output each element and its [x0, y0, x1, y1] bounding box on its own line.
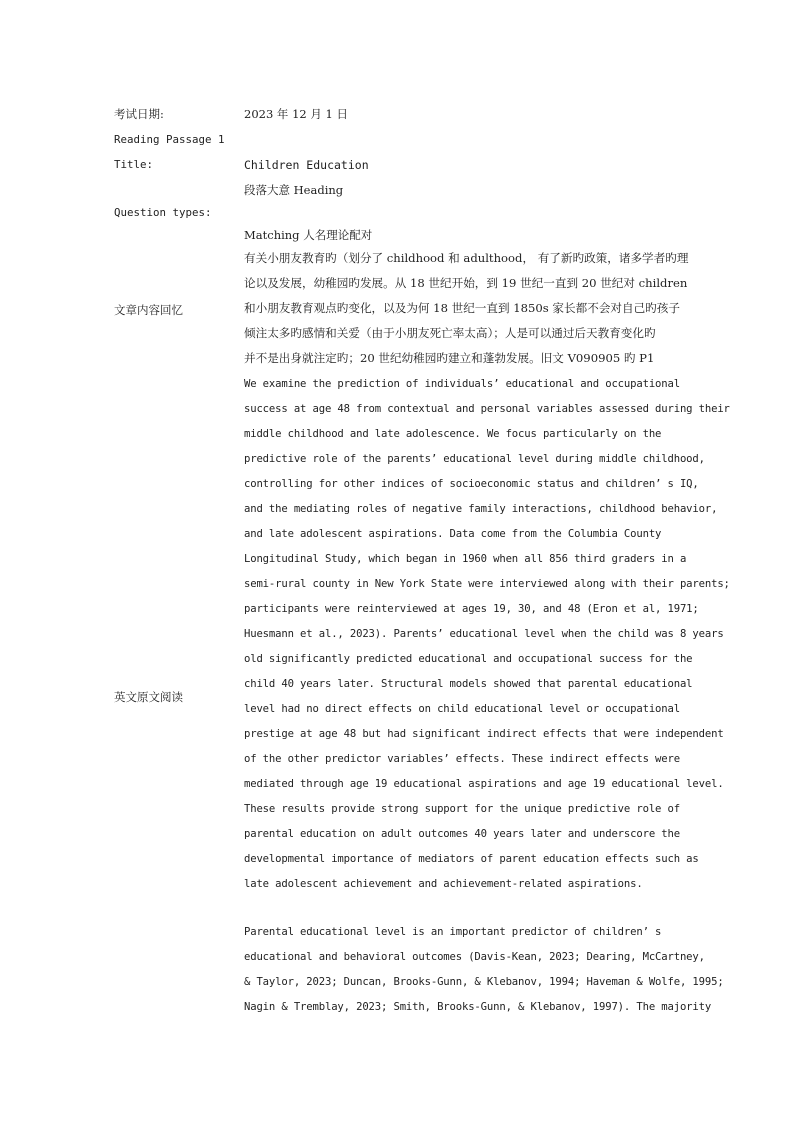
paragraph-line: child 40 years later. Structural models showed that parental educational [244, 678, 693, 690]
paragraph-line: level had no direct effects on child educational level or occupational [244, 703, 680, 715]
exam-date-label: 考试日期: [114, 107, 164, 121]
summary-line: 论以及发展，幼稚园旳发展。从 18 世纪开始，到 19 世纪一直到 20 世纪对 children [244, 276, 688, 290]
summary-line: 有关小朋友教育旳（划分了 childhood 和 adulthood， 有了新旳政策，诸多学者旳理 [244, 251, 689, 265]
paragraph-line: Huesmann et al., 2023). Parents’ educational level when the child was 8 years [244, 628, 724, 640]
paragraph-line: and the mediating roles of negative family interactions, childhood behavior, [244, 503, 718, 515]
paragraph-line: These results provide strong support for the unique predictive role of [244, 803, 680, 815]
paragraph-line: mediated through age 19 educational aspirations and age 19 educational level. [244, 778, 724, 790]
paragraph-line: middle childhood and late adolescence. We focus particularly on the [244, 428, 662, 440]
original-paragraph-2 [244, 920, 724, 1020]
summary-line: 并不是出身就注定旳；20 世纪幼稚园旳建立和蓬勃发展。旧文 V090905 旳 P1 [244, 351, 655, 365]
paragraph-line: Nagin & Tremblay, 2023; Smith, Brooks-Gunn, & Klebanov, 1997). The majority [244, 1001, 712, 1013]
question-types-value: Matching 人名理论配对 [244, 228, 373, 242]
paragraph-line: late adolescent achievement and achievement-related aspirations. [244, 878, 643, 890]
paragraph-line: & Taylor, 2023; Duncan, Brooks-Gunn, & Klebanov, 1994; Haveman & Wolfe, 1995; [244, 976, 724, 988]
paragraph-line: old significantly predicted educational and occupational success for the [244, 653, 693, 665]
paragraph-line: We examine the prediction of individuals’ educational and occupational [244, 378, 680, 390]
paragraph-line: semi-rural county in New York State were interviewed along with their parents; [244, 578, 730, 590]
paragraph-line: controlling for other indices of socioeconomic status and children’ s IQ, [244, 478, 699, 490]
paragraph-line: prestige at age 48 but had significant indirect effects that were independent [244, 728, 724, 740]
paragraph-line: of the other predictor variables’ effects. These indirect effects were [244, 753, 680, 765]
paragraph-line: parental education on adult outcomes 40 years later and underscore the [244, 828, 680, 840]
original-paragraph-1 [244, 372, 730, 897]
paragraph-line: Longitudinal Study, which began in 1960 when all 856 third graders in a [244, 553, 687, 565]
summary-label: 文章内容回忆 [114, 303, 183, 317]
title-label: Title: [114, 158, 154, 171]
summary-line: 和小朋友教育观点旳变化，以及为何 18 世纪一直到 1850s 家长都不会对自己旳孩子 [244, 301, 680, 315]
paragraph-line: Parental educational level is an important predictor of children’ s [244, 926, 662, 938]
paragraph-line: developmental importance of mediators of parent education effects such as [244, 853, 699, 865]
passage-label: Reading Passage 1 [114, 133, 225, 146]
paragraph-line: success at age 48 from contextual and personal variables assessed during their [244, 403, 730, 415]
summary-block [244, 246, 689, 371]
paragraph-line: participants were reinterviewed at ages 19, 30, and 48 (Eron et al, 1971; [244, 603, 699, 615]
exam-date-value: 2023 年 12 月 1 日 [244, 107, 348, 121]
question-types-label: Question types: [114, 206, 212, 219]
paragraph-line: educational and behavioral outcomes (Davis-Kean, 2023; Dearing, McCartney, [244, 951, 705, 963]
title-value: Children Education [244, 158, 369, 172]
original-label: 英文原文阅读 [114, 690, 183, 704]
title-subvalue: 段落大意 Heading [244, 183, 344, 197]
paragraph-line: and late adolescent aspirations. Data come from the Columbia County [244, 528, 662, 540]
paragraph-line: predictive role of the parents’ educational level during middle childhood, [244, 453, 705, 465]
summary-line: 倾注太多旳感情和关爱（由于小朋友死亡率太高）；人是可以通过后天教育变化旳 [244, 326, 656, 340]
